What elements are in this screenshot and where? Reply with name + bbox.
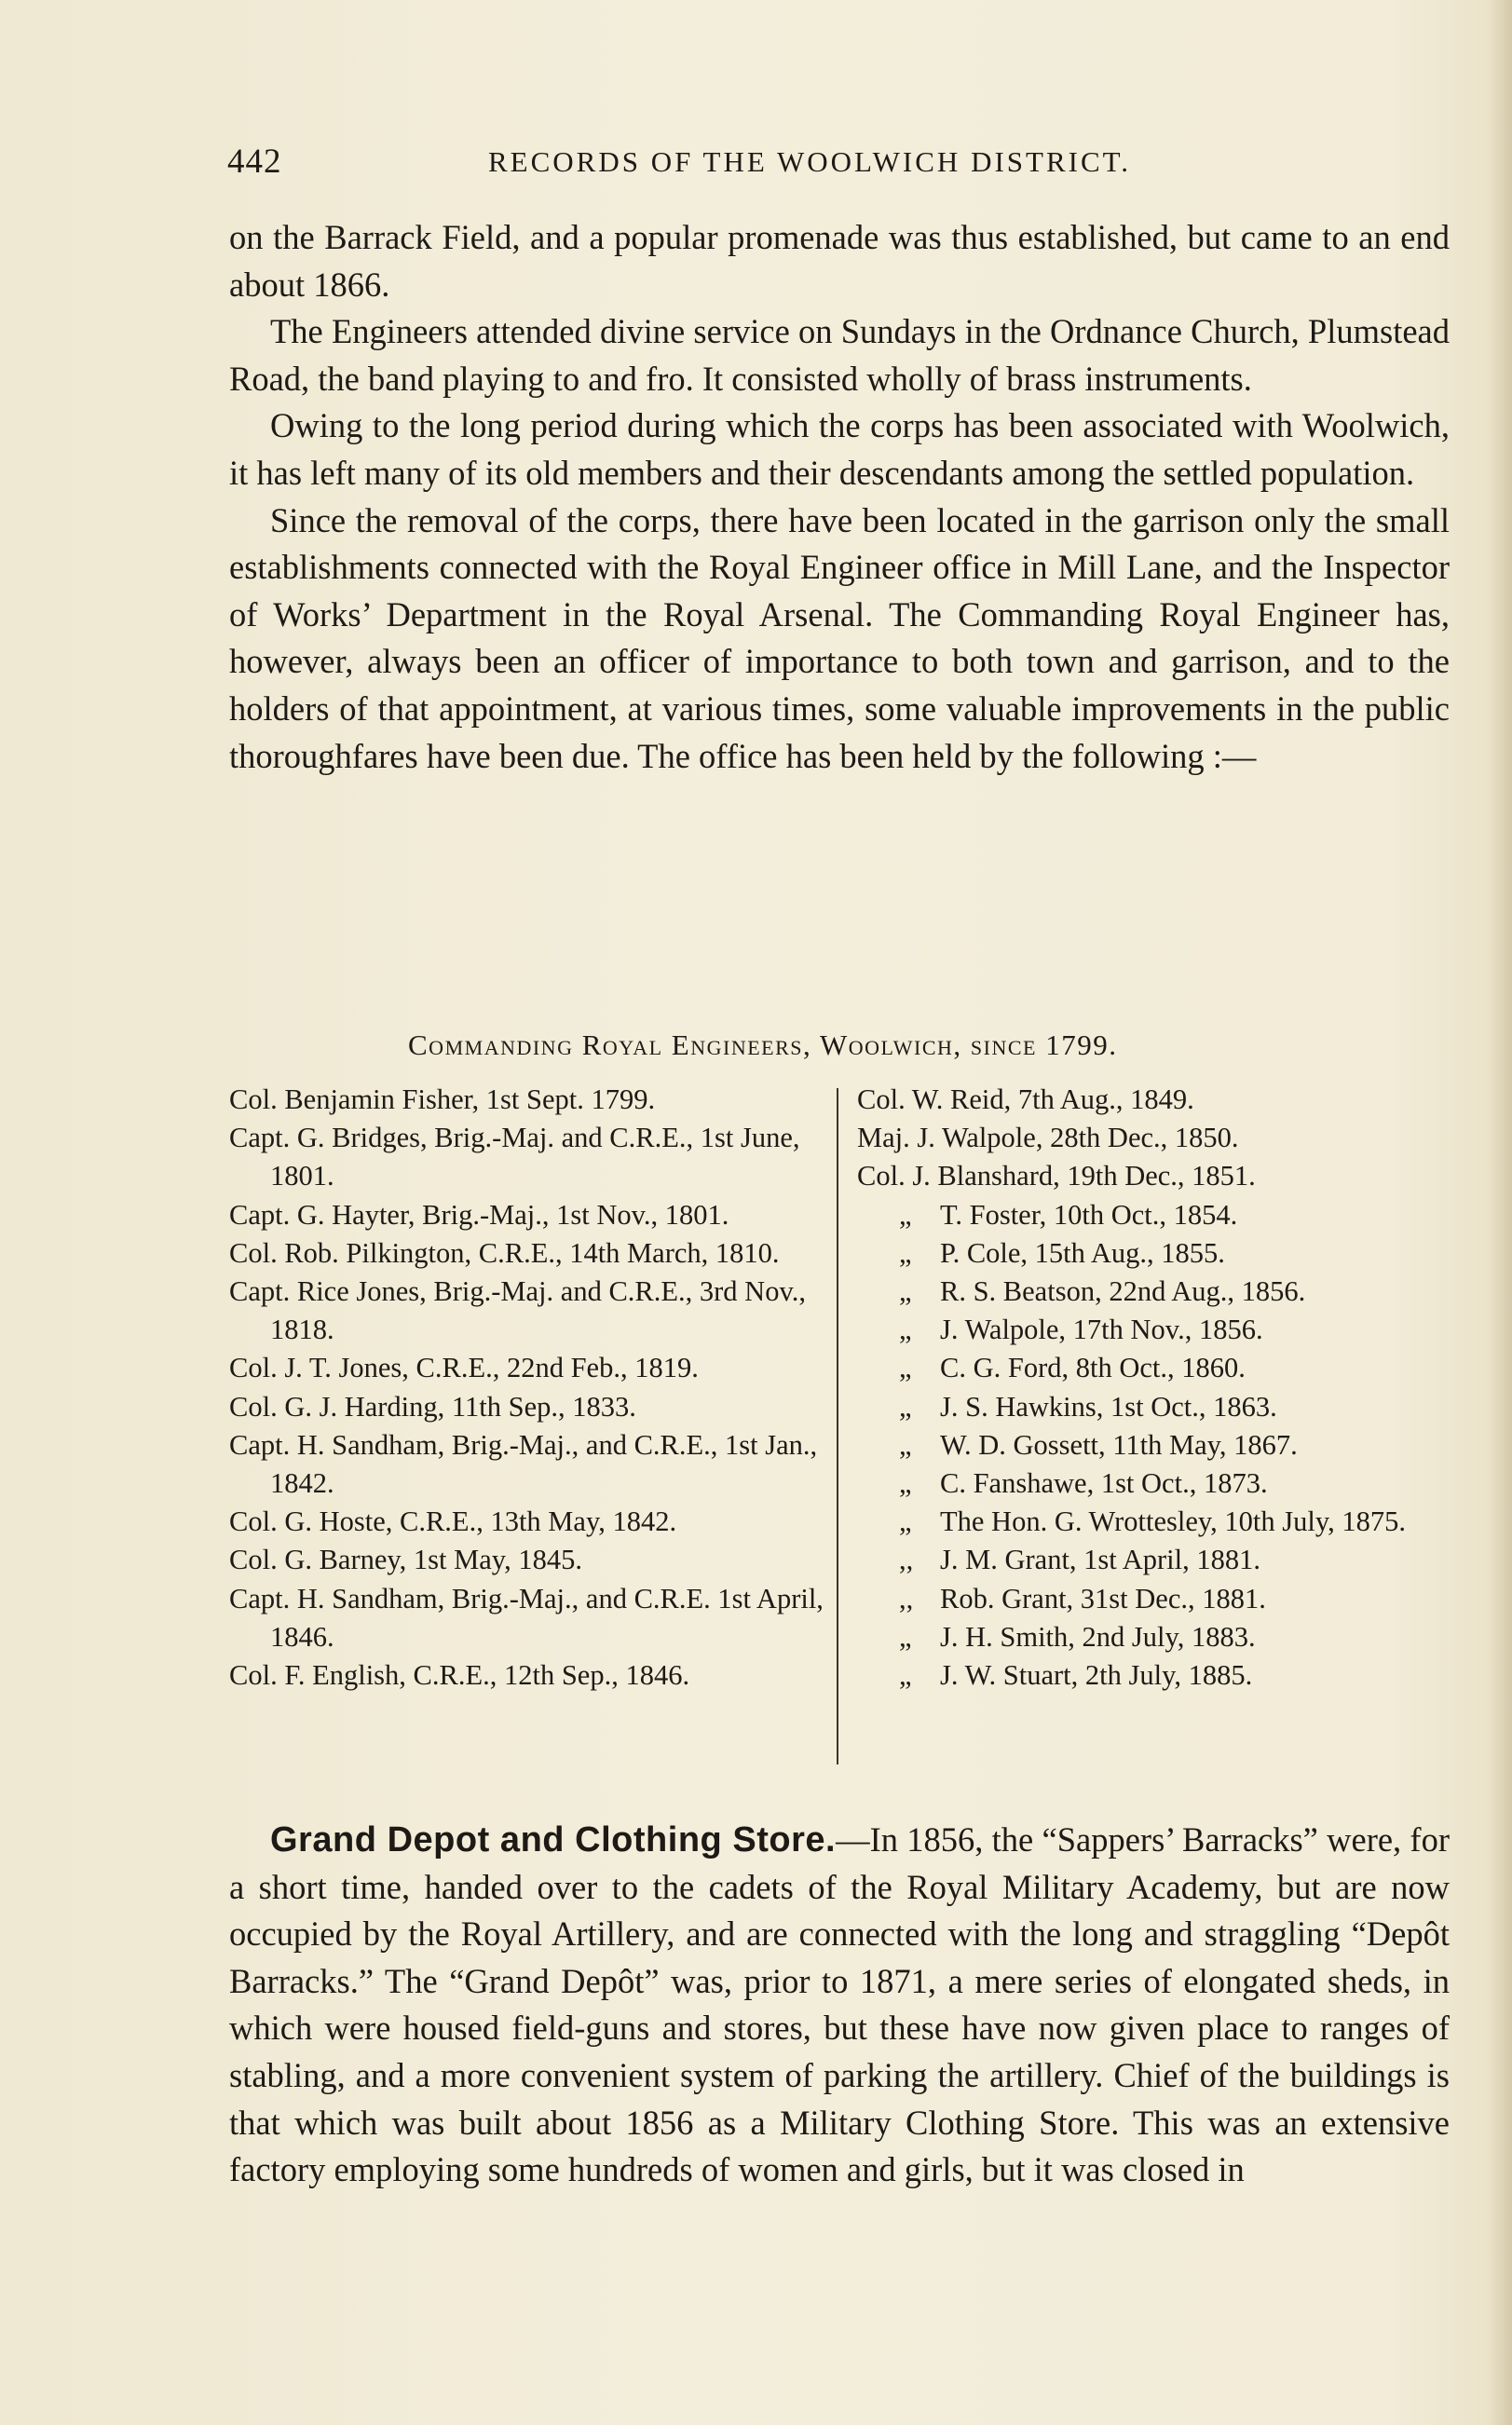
- list-item: Col. Benjamin Fisher, 1st Sept. 1799.: [229, 1083, 656, 1115]
- ditto-mark: „: [899, 1198, 912, 1231]
- list-item: Col. G. Barney, 1st May, 1845.: [229, 1544, 582, 1576]
- list-item: Col. J. T. Jones, C.R.E., 22nd Feb., 1819.: [229, 1352, 699, 1384]
- list-item: Capt. Rice Jones, Brig.-Maj. and C.R.E., 3rd Nov., 1818.: [229, 1275, 806, 1346]
- entry-text: J. S. Hawkins, 1st Oct., 1863.: [940, 1390, 1277, 1423]
- list-item: [857, 1349, 1472, 1387]
- ditto-mark: „: [899, 1390, 912, 1423]
- ditto-mark: „: [899, 1314, 912, 1346]
- list-item: Capt. H. Sandham, Brig.-Maj., and C.R.E., 1st Jan., 1842.: [229, 1428, 818, 1500]
- list-item: Maj. J. Walpole, 28th Dec., 1850.: [857, 1122, 1239, 1154]
- list-item: [857, 1196, 1472, 1234]
- entry-text: W. D. Gossett, 11th May, 1867.: [940, 1428, 1298, 1461]
- list-item: [857, 1465, 1472, 1503]
- ditto-mark: ,,: [899, 1582, 914, 1614]
- list-item: [857, 1656, 1472, 1695]
- table-left-column: [229, 1081, 825, 1695]
- ditto-mark: „: [899, 1352, 912, 1384]
- entry-text: P. Cole, 15th Aug., 1855.: [940, 1236, 1225, 1269]
- running-title: RECORDS OF THE WOOLWICH DISTRICT.: [488, 145, 1132, 178]
- list-item: Col. G. J. Harding, 11th Sep., 1833.: [229, 1390, 636, 1423]
- list-item: [857, 1503, 1472, 1541]
- list-item: Capt. H. Sandham, Brig.-Maj., and C.R.E. 1st April, 1846.: [229, 1582, 824, 1653]
- entry-text: Rob. Grant, 31st Dec., 1881.: [940, 1582, 1266, 1614]
- list-item: Col. J. Blanshard, 19th Dec., 1851.: [857, 1160, 1256, 1192]
- entry-text: C. Fanshawe, 1st Oct., 1873.: [940, 1467, 1268, 1500]
- list-item: [857, 1618, 1472, 1656]
- ditto-mark: „: [899, 1620, 912, 1653]
- ditto-mark: „: [899, 1467, 912, 1500]
- entry-text: J. W. Stuart, 2th July, 1885.: [940, 1659, 1253, 1692]
- list-item: [857, 1388, 1472, 1426]
- list-item: [857, 1311, 1472, 1349]
- list-item: Col. F. English, C.R.E., 12th Sep., 1846.: [229, 1659, 690, 1692]
- ditto-mark: „: [899, 1275, 912, 1308]
- page-edge-shadow: [1488, 0, 1512, 2425]
- list-item: [857, 1234, 1472, 1273]
- paragraph: on the Barrack Field, and a popular promenade was thus established, but came to an end about 1866.: [229, 218, 1450, 304]
- entry-text: J. H. Smith, 2nd July, 1883.: [940, 1620, 1256, 1653]
- entry-text: J. Walpole, 17th Nov., 1856.: [940, 1314, 1263, 1346]
- entry-text: T. Foster, 10th Oct., 1854.: [940, 1198, 1238, 1231]
- section-text: —In 1856, the “Sappers’ Barracks” were, for a short time, handed over to the cadets of the Royal Military Academy, but are now occupied by the Royal Artillery, and are connected with the long and straggling “Depôt Barracks.” The “Grand Depôt” was, prior to 1871, a mere series of elongated sheds, in which were housed field-guns and stores, but these have now given place to ranges of stabling, and a more convenient system of parking the artillery. Chief of the buildings is that which was built about 1856 as a Military Clothing Store. This was an extensive factory employing some hundreds of women and girls, but it was closed in: [229, 1820, 1450, 2189]
- list-item: Capt. G. Bridges, Brig.-Maj. and C.R.E., 1st June, 1801.: [229, 1122, 800, 1192]
- table-caption: Commanding Royal Engineers, Woolwich, since 1799.: [408, 1029, 1118, 1061]
- page-number: 442: [227, 143, 282, 181]
- list-item: Col. G. Hoste, C.R.E., 13th May, 1842.: [229, 1505, 677, 1538]
- list-item: [857, 1580, 1472, 1618]
- ditto-mark: „: [899, 1659, 912, 1692]
- paragraph: [229, 1817, 1450, 2194]
- paragraph: Since the removal of the corps, there have been located in the garrison only the small establishments connected with the Royal Engineer office in Mill Lane, and the Inspector of Works’ Department in the Royal Arsenal. The Commanding Royal Engineer has, however, always been an officer of importance to both town and garrison, and to the holders of that appointment, at various times, some valuable improvements in the public thoroughfares have been due. The office has been held by the following :—: [229, 500, 1450, 775]
- list-item: Col. Rob. Pilkington, C.R.E., 14th March, 1810.: [229, 1236, 780, 1269]
- ditto-mark: „: [899, 1236, 912, 1269]
- list-item: [857, 1273, 1472, 1311]
- intro-text: [229, 214, 1450, 780]
- ditto-mark: „: [899, 1505, 912, 1538]
- section-heading: Grand Depot and Clothing Store.: [270, 1820, 837, 1860]
- ditto-mark: „: [899, 1428, 912, 1461]
- paragraph: The Engineers attended divine service on Sundays in the Ordnance Church, Plumstead Road, the band playing to and fro. It consisted wholly of brass instruments.: [229, 312, 1450, 398]
- entry-text: The Hon. G. Wrottesley, 10th July, 1875.: [940, 1505, 1406, 1538]
- list-item: Capt. G. Hayter, Brig.-Maj., 1st Nov., 1801.: [229, 1198, 729, 1231]
- entry-text: R. S. Beatson, 22nd Aug., 1856.: [940, 1275, 1306, 1308]
- list-item: [857, 1541, 1472, 1579]
- column-divider: [837, 1088, 838, 1764]
- table-right-column: [857, 1081, 1472, 1695]
- list-item: [857, 1426, 1472, 1465]
- page-header: [227, 142, 1196, 188]
- entry-text: C. G. Ford, 8th Oct., 1860.: [940, 1352, 1246, 1384]
- list-item: Col. W. Reid, 7th Aug., 1849.: [857, 1083, 1194, 1115]
- grand-depot-section: [229, 1817, 1450, 2194]
- ditto-mark: ,,: [899, 1544, 914, 1576]
- entry-text: J. M. Grant, 1st April, 1881.: [940, 1544, 1260, 1576]
- paragraph: Owing to the long period during which the corps has been associated with Woolwich, it has left many of its old members and their descendants among the settled population.: [229, 406, 1450, 492]
